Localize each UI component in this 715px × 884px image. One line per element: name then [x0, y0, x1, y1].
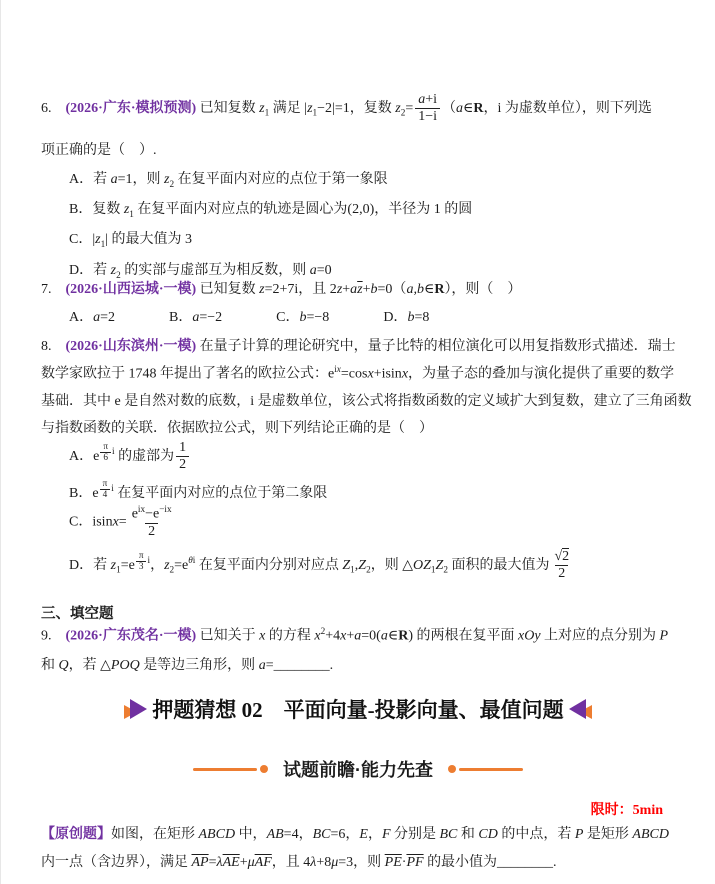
- question-8-line-4: 与指数函数的关联．依据欧拉公式，则下列结论正确的是（ ）: [41, 421, 433, 436]
- question-9-line-2: 和 Q，若 △POQ 是等边三角形，则 a=________.: [41, 658, 334, 673]
- question-8-option-d: D．若 $z_1=e$ $^{\frac{\pi}{3} i}$，$z_2=e^{\theta i}$ 在复平面内分别对应点 $Z_1,Z_2$，则 $\triangle OZ_1Z_2$ 面积的最大值为 $\frac{√2}{2}$: [69, 549, 570, 582]
- question-8-line-3: 基础．其中 e 是自然对数的底数，i 是虚数单位，该公式将指数函数的定义域扩大到复数，建立了三角函数: [41, 394, 692, 409]
- divider-line-right: [459, 768, 523, 771]
- time-limit-value: 5min: [632, 803, 663, 818]
- section-divider-title: 试题前瞻·能力先查: [283, 760, 433, 780]
- topic-heading: [1, 694, 715, 724]
- divider-dot-right: [448, 765, 456, 773]
- divider-line-left: [193, 768, 257, 771]
- question-6-option-d: D．若 $z_2$ 的实部与虚部互为相反数，则 a=0: [69, 263, 332, 280]
- question-8-option-c: C．isinx= $\frac{e^{ix}-e^{-ix}}{2}$: [69, 504, 172, 539]
- question-8-option-b: B．e $^{\frac{\pi}{4} i}$ 在复平面内对应的点位于第二象限: [69, 478, 328, 501]
- original-question-line-1: 【原创题】如图，在矩形 ABCD 中，AB=4，BC=6，E，F 分别是 BC 和 CD 的中点，若 P 是矩形 ABCD: [41, 827, 669, 842]
- topic-heading-text: 押题猜想 02 平面向量-投影向量、最值问题: [152, 698, 564, 722]
- question-6-option-a: A．若 a=1，则 $z_2$ 在复平面内对应的点位于第一象限: [69, 172, 388, 189]
- question-8-line-1: 8. (2026·山东滨州·一模) 在量子计算的理论研究中，量子比特的相位演化可以用复指数形式描述．瑞士: [41, 339, 676, 354]
- time-limit-label: 限时：: [590, 803, 633, 818]
- question-7-line-1: 7. (2026·山西运城·一模) 已知复数 z=2+7i，且 $2z+a\overline{z}+b=0(a,b\in R)$，则（ ）: [41, 282, 522, 297]
- question-8-option-a: A．e $^{\frac{\pi}{6} i}$ 的虚部为 $\frac{1}{2}$: [69, 440, 191, 473]
- original-question-line-2: 内一点（含边界），满足 $\overline{AP}=\lambda\overline{AE}+\mu\overline{AF}$，且 4λ+8μ=3，则 $\overline{PE}\cdot\overline{PF}$ 的最小值为________.: [41, 855, 557, 870]
- section-3-title: 三、填空题: [41, 606, 114, 622]
- right-play-arrow-icon: [124, 699, 150, 719]
- time-limit-badge: [591, 799, 663, 819]
- question-6-line-1: 6. (2026·广东·模拟预测) 已知复数 $z_1$ 满足 $|z_1-2|=1$，复数 $z_2=$ $\frac{a+i}{1-i}$ （a∈R，i 为虚数单位），则下列选: [41, 92, 652, 125]
- left-play-arrow-icon: [566, 699, 592, 719]
- question-8-line-2: 数学家欧拉于 1748 年提出了著名的欧拉公式：$e^{ix}=\cos x+isinx$，为量子态的叠加与演化提供了重要的数学: [41, 364, 675, 382]
- question-6-line-2: 项正确的是（ ）.: [41, 143, 157, 158]
- question-6-option-c: C．$|z_1|$ 的最大值为 3: [69, 232, 193, 249]
- question-9-line-1: 9. (2026·广东茂名·一模) 已知关于 x 的方程 $x^2+4x+a=0(a\in R)$ 的两根在复平面 xOy 上对应的点分别为 P: [41, 626, 669, 644]
- question-7-options: A．a=2 B．a=−2 C．b=−8 D．b=8: [69, 310, 430, 325]
- divider-dot-left: [260, 765, 268, 773]
- question-6-option-b: B．复数 $z_1$ 在复平面内对应点的轨迹是圆心为(2,0)，半径为 1 的圆: [69, 202, 473, 219]
- section-divider: [1, 756, 715, 782]
